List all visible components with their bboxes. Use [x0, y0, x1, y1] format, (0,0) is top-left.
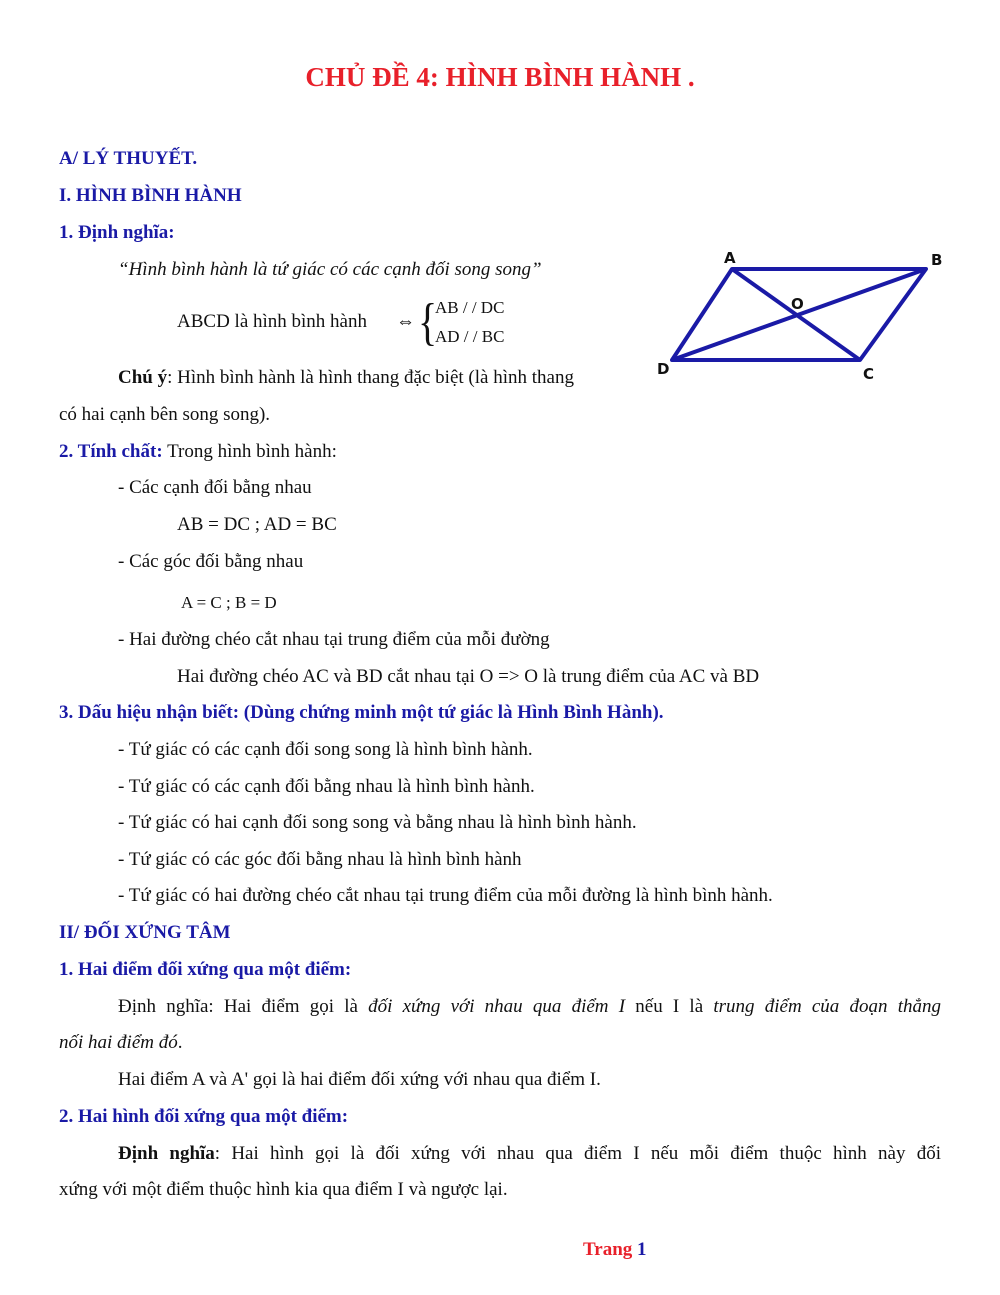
- symmetry-figures-heading: 2. Hai hình đối xứng qua một điểm:: [59, 1106, 349, 1127]
- note-label: Chú ý: [118, 367, 168, 388]
- section-ii-heading: II/ ĐỐI XỨNG TÂM: [59, 922, 231, 943]
- properties-line: 2. Tính chất: Trong hình bình hành:: [59, 441, 337, 462]
- parallelogram-figure: [650, 245, 950, 385]
- property-1-formula: AB = DC ; AD = BC: [177, 514, 337, 535]
- sign-item: - Tứ giác có hai cạnh đối song song và bằng nhau là hình bình hành.: [118, 812, 637, 833]
- property-3-formula: Hai đường chéo AC và BD cắt nhau tại O => O là trung điểm của AC và BD: [177, 666, 760, 687]
- page-title: CHỦ ĐỀ 4: HÌNH BÌNH HÀNH .: [305, 62, 695, 92]
- property-2-formula: A = C ; B = D: [181, 593, 277, 612]
- vertex-c-label: C: [863, 365, 875, 383]
- definition-heading: 1. Định nghĩa:: [59, 222, 175, 243]
- symmetry-figures-definition-line1: Định nghĩa: Hai hình gọi là đối xứng với nhau qua điểm I nếu mỗi điểm thuộc hình này đối: [118, 1143, 941, 1164]
- symmetry-figures-definition-line2: xứng với một điểm thuộc hình kia qua điểm I và ngược lại.: [59, 1179, 508, 1200]
- center-o-label: O: [791, 295, 804, 313]
- properties-heading: 2. Tính chất:: [59, 441, 163, 462]
- sign-item: - Tứ giác có các cạnh đối bằng nhau là hình bình hành.: [118, 776, 535, 797]
- symmetry-points-heading: 1. Hai điểm đối xứng qua một điểm:: [59, 959, 352, 980]
- page-footer: [583, 1239, 647, 1261]
- footer-label: Trang: [583, 1239, 633, 1260]
- definition-formula-line1: AB / / DC: [435, 298, 505, 317]
- property-3: - Hai đường chéo cắt nhau tại trung điểm của mỗi đường: [118, 629, 550, 650]
- signs-heading: 3. Dấu hiệu nhận biết: (Dùng chứng minh một tứ giác là Hình Bình Hành).: [59, 702, 664, 723]
- section-a-heading: A/ LÝ THUYẾT.: [59, 148, 198, 169]
- vertex-a-label: A: [724, 249, 736, 267]
- property-2: - Các góc đối bằng nhau: [118, 551, 304, 572]
- vertex-d-label: D: [657, 360, 670, 378]
- page-number: 1: [637, 1239, 647, 1260]
- vertex-b-label: B: [931, 251, 943, 269]
- sign-item: - Tứ giác có các cạnh đối song song là hình bình hành.: [118, 739, 533, 760]
- property-1: - Các cạnh đối bằng nhau: [118, 477, 312, 498]
- definition-quote: “Hình bình hành là tứ giác có các cạnh đối song song”: [118, 259, 542, 280]
- symmetry-points-definition-line1: Định nghĩa: Hai điểm gọi là đối xứng với nhau qua điểm I nếu I là trung điểm của đoạn thẳng: [118, 996, 941, 1017]
- symmetry-points-example: Hai điểm A và A' gọi là hai điểm đối xứng với nhau qua điểm I.: [118, 1069, 601, 1090]
- brace-symbol: {: [418, 292, 438, 351]
- sign-item: - Tứ giác có hai đường chéo cắt nhau tại trung điểm của mỗi đường là hình bình hành.: [118, 885, 773, 906]
- section-i-heading: I. HÌNH BÌNH HÀNH: [59, 185, 242, 206]
- symmetry-points-definition-line2: nối hai điểm đó.: [59, 1032, 183, 1053]
- definition-formula-left: ABCD là hình bình hành: [177, 311, 367, 332]
- sign-item: - Tứ giác có các góc đối bằng nhau là hình bình hành: [118, 849, 522, 870]
- note-line2: có hai cạnh bên song song).: [59, 404, 271, 425]
- definition-label: Định nghĩa: [118, 1143, 215, 1164]
- diagonal-bd: [672, 269, 926, 360]
- definition-formula-line2: AD / / BC: [435, 327, 505, 346]
- note-line1: Chú ý: Hình bình hành là hình thang đặc biệt (là hình thang: [118, 367, 574, 388]
- equivalence-symbol: ⇔: [396, 311, 415, 332]
